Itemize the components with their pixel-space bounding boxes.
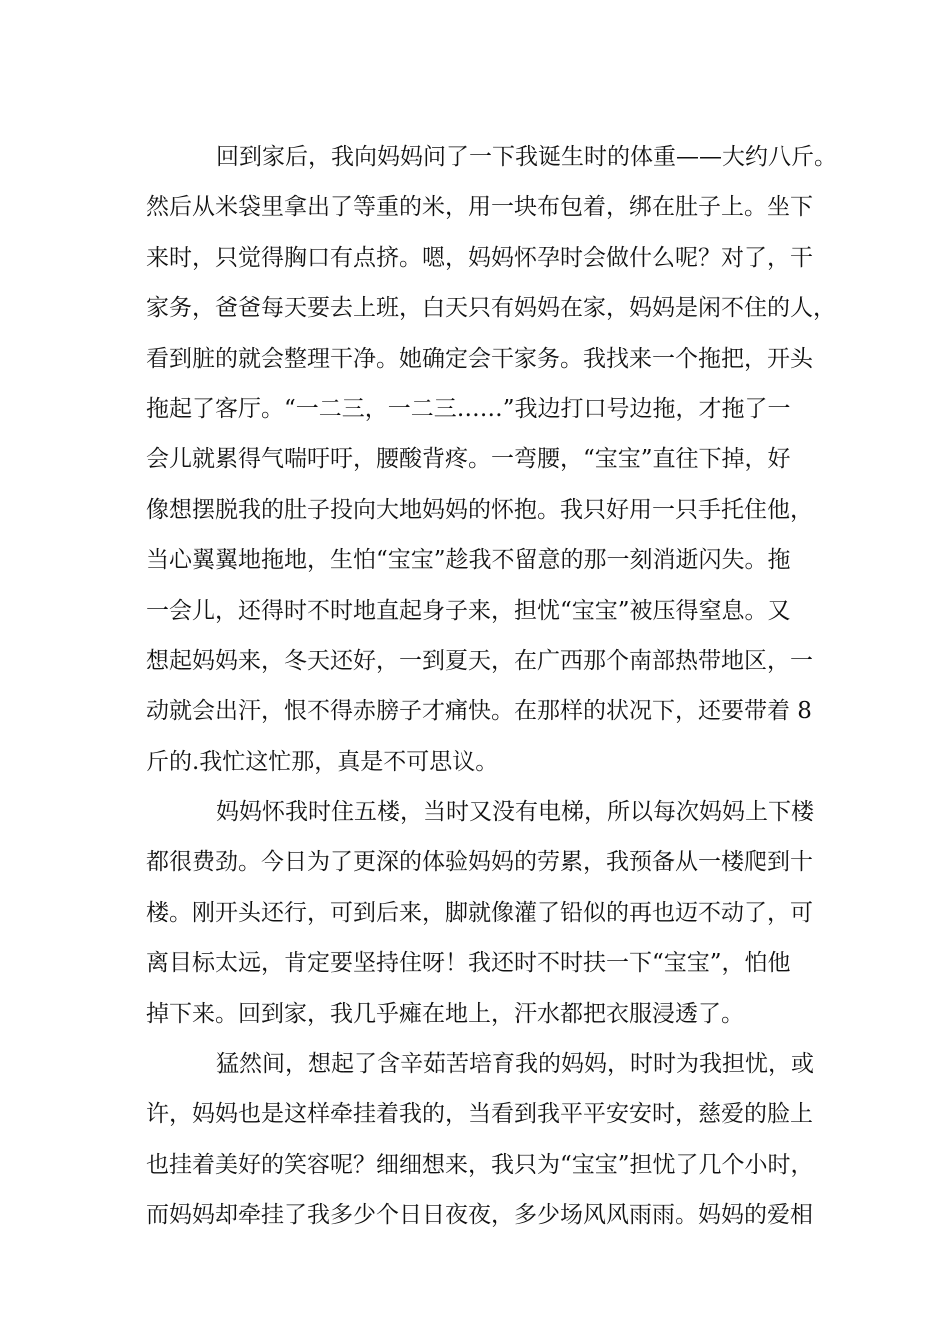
text-line: 都很费劲。今日为了更深的体验妈妈的劳累，我预备从一楼爬到十 [146,849,813,876]
text-line: 回到家后，我向妈妈问了一下我诞生时的体重——大约八斤。 [216,144,837,170]
text-line: 像想摆脱我的肚子投向大地妈妈的怀抱。我只好用一只手托住他， [146,496,813,523]
text-line: 想起妈妈来，冬天还好，一到夏天，在广西那个南部热带地区，一 [146,647,813,674]
text-line: 也挂着美好的笑容呢？细细想来，我只为“宝宝”担忧了几个小时， [146,1151,814,1178]
text-line: 离目标太远，肯定要坚持住呀！我还时不时扶一下“宝宝”，怕他 [146,950,791,977]
text-line: 掉下来。回到家，我几乎瘫在地上，汗水都把衣服浸透了。 [146,1000,744,1027]
document-body [146,132,836,1241]
text-line: 妈妈怀我时住五楼，当时又没有电梯，所以每次妈妈上下楼 [216,799,814,826]
text-line: 猛然间，想起了含辛茹苦培育我的妈妈，时时为我担忧，或 [216,1051,814,1078]
text-line: 拖起了客厅。“一二三，一二三……”我边打口号边拖，才拖了一 [146,395,791,422]
text-line: 来时，只觉得胸口有点挤。嗯，妈妈怀孕时会做什么呢？对了，干 [146,244,813,271]
text-line: 家务，爸爸每天要去上班，白天只有妈妈在家，妈妈是闲不住的人， [146,295,836,322]
text-line: 许，妈妈也是这样牵挂着我的，当看到我平平安安时，慈爱的脸上 [146,1101,813,1128]
text-line: 动就会出汗，恨不得赤膀子才痛快。在那样的状况下，还要带着 8 [146,698,812,725]
paragraph-3 [146,1039,836,1241]
text-line: 楼。刚开头还行，可到后来，脚就像灌了铅似的再也迈不动了，可 [146,899,813,926]
paragraph-2 [146,787,836,1039]
text-line: 斤的.我忙这忙那，真是不可思议。 [146,748,499,775]
text-line: 而妈妈却牵挂了我多少个日日夜夜，多少场风风雨雨。妈妈的爱相 [146,1202,813,1229]
text-line: 会儿就累得气喘吁吁，腰酸背疼。一弯腰，“宝宝”直往下掉，好 [146,446,791,473]
text-line: 然后从米袋里拿出了等重的米，用一块布包着，绑在肚子上。坐下 [146,194,813,221]
text-line: 当心翼翼地拖地，生怕“宝宝”趁我不留意的那一刻消逝闪失。拖 [146,547,791,574]
paragraph-1 [146,132,836,787]
text-line: 一会儿，还得时不时地直起身子来，担忧“宝宝”被压得窒息。又 [146,597,791,624]
text-line: 看到脏的就会整理干净。她确定会干家务。我找来一个拖把，开头 [146,345,813,372]
